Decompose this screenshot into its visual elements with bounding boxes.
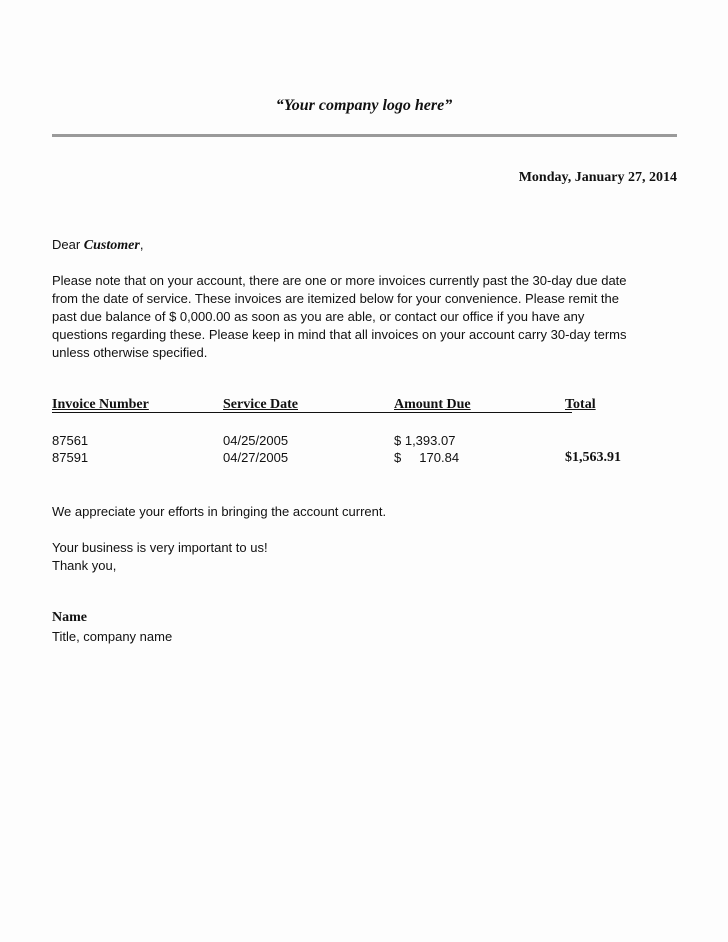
service-date: 04/27/2005 [223, 450, 289, 465]
body-line: past due balance of $ 0,000.00 as soon as you are able, or contact our office if you have any [52, 309, 585, 324]
service-date: 04/25/2005 [223, 433, 289, 448]
company-logo-placeholder: “Your company logo here” [275, 97, 453, 114]
table-row [52, 433, 652, 451]
amount-due: $ 170.84 [394, 450, 460, 465]
signature-name: Name [52, 610, 87, 625]
row-total: $1,563.91 [565, 450, 621, 465]
signature-title: Title, company name [52, 629, 173, 644]
customer-name: Customer [83, 238, 140, 253]
invoice-number: 87591 [52, 450, 89, 465]
column-header-amount-due: Amount Due [394, 397, 471, 412]
body-paragraph [52, 272, 682, 362]
header-divider [52, 134, 677, 137]
body-line: questions regarding these. Please keep in mind that all invoices on your account carry 30-day terms [52, 327, 627, 342]
body-line: Please note that on your account, there are one or more invoices currently past the 30-day due date [52, 273, 627, 288]
column-header-total: Total [565, 397, 596, 412]
greeting-suffix: , [139, 237, 144, 252]
appreciation-text: We appreciate your efforts in bringing the account current. [52, 504, 387, 519]
column-header-service-date: Service Date [223, 397, 299, 412]
invoice-number: 87561 [52, 433, 89, 448]
letter-date: Monday, January 27, 2014 [518, 170, 677, 185]
body-line: unless otherwise specified. [52, 345, 208, 360]
invoice-table-header [52, 397, 612, 415]
closing-text: Thank you, [52, 558, 117, 573]
body-line: from the date of service. These invoices are itemized below for your convenience. Please remit the [52, 291, 619, 306]
column-header-invoice-number: Invoice Number [52, 397, 149, 412]
greeting [52, 236, 143, 255]
importance-text: Your business is very important to us! [52, 540, 268, 555]
table-row [52, 450, 652, 468]
amount-due: $ 1,393.07 [394, 433, 456, 448]
greeting-prefix: Dear [52, 237, 84, 252]
